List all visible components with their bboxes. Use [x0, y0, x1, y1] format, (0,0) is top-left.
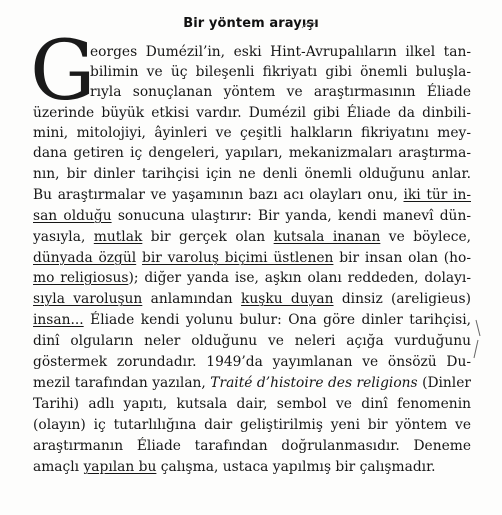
text-line-16: göstermek zorundadır. 1949’da yayımlanan ve önsözü Du- — [33, 354, 471, 370]
text-line-9: san olduğu sonucuna ulaştırır: Bir yanda, kendi manevî dün- — [33, 208, 471, 224]
text-line-19: (olayın) iç tutarlılığına dair geliştirilmiş yeni bir yöntem ve — [33, 417, 471, 433]
drop-cap-letter: G — [30, 24, 96, 119]
text-line-5: mini, mitolojiyi, âyinleri ve çeşitli halkların fikriyatını mey- — [33, 125, 471, 141]
underline-mark: kutsala inanan — [273, 229, 381, 245]
underline-mark: mo religiosus — [33, 270, 129, 286]
text-line-4: üzerinde büyük etkisi vardır. Dumézil gibi Éliade da dinbili- — [33, 105, 471, 121]
text-line-15: dinî olguların neler olduğunu ve neleri açığa vurduğunu — [33, 333, 471, 349]
underline-mark: insan... — [33, 312, 84, 328]
text-line-12: mo religiosus); diğer yanda ise, aşkın olanı reddeden, dolayı- — [33, 270, 471, 286]
text-line-17: mezil tarafından yazılan, Traité d’histoire des religions (Dinler — [33, 375, 471, 391]
text-line-10: yasıyla, mutlak bir gerçek olan kutsala inanan ve böylece, — [33, 229, 471, 245]
underline-mark: iki tür in- — [403, 187, 471, 203]
underline-mark: mutlak — [93, 229, 143, 245]
text-line-2: bilimin ve üç bileşenli fikriyatı gibi önemli buluşla- — [90, 64, 471, 80]
text-line-13: sıyla varoluşun anlamından kuşku duyan dinsiz (areligieus) — [33, 291, 471, 307]
section-heading: Bir yöntem arayışı — [183, 16, 319, 31]
underline-mark: yapılan bu — [83, 459, 157, 475]
text-line-7: nın, bir dinler tarihçisi için ne denli önemli olduğunu anlar. — [33, 166, 471, 182]
text-line-3: rıyla sonuçlanan yöntem ve araştırmasının Éliade — [90, 84, 471, 100]
text-line-20: araştırmanın Éliade tarafından doğrulanmasıdır. Deneme — [33, 438, 471, 454]
underline-mark: sıyla varoluşun — [33, 291, 143, 307]
text-line-8: Bu araştırmalar ve yaşamının bazı acı olayları onu, iki tür in- — [33, 187, 471, 203]
text-line-6: dana getiren iç dengeleri, yapıları, mekanizmaları araştırma- — [33, 145, 471, 161]
book-title-italic: Traité d’histoire des religions — [210, 375, 418, 391]
underline-mark: bir varoluş biçimi üstlenen — [141, 250, 334, 266]
underline-mark: dünyada özgül — [33, 250, 137, 266]
text-line-1: eorges Dumézil’in, eski Hint-Avrupalıların ilkel tan- — [90, 44, 471, 60]
pencil-tick-icon — [300, 18, 320, 32]
text-line-18: Tarihi) adlı yapıtı, kutsala dair, sembol ve dinî fenomenin — [33, 396, 471, 412]
pencil-margin-mark-icon — [466, 318, 486, 378]
text-line-11: dünyada özgül bir varoluş biçimi üstlenen bir insan olan (ho- — [33, 250, 471, 266]
text-line-21: amaçlı yapılan bu çalışma, ustaca yapılmış bir çalışmadır. — [33, 459, 436, 475]
text-line-14: insan... Éliade kendi yolunu bulur: Ona göre dinler tarihçisi, — [33, 312, 471, 328]
underline-mark: kuşku duyan — [241, 291, 334, 307]
underline-mark: san olduğu — [33, 208, 112, 224]
